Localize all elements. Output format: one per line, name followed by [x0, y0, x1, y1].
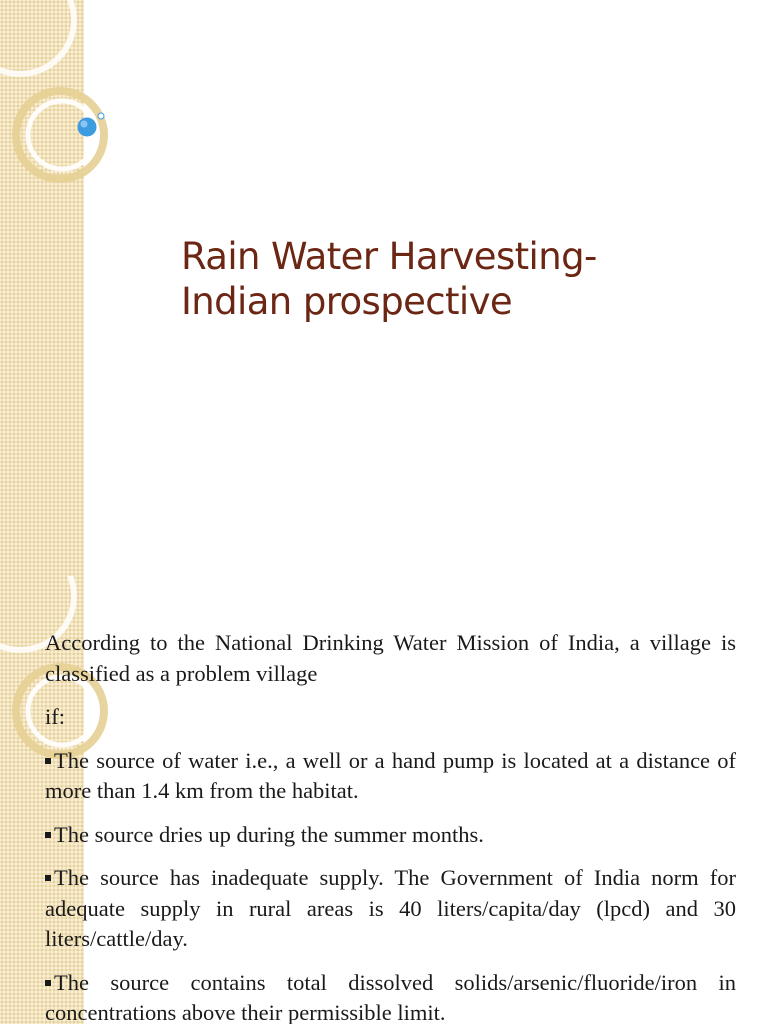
decorative-rings — [0, 0, 140, 200]
blue-dot-icon — [78, 118, 97, 137]
title-line-2: Indian prospective — [181, 280, 513, 323]
slide-title — [181, 234, 741, 324]
top-ring-arc — [0, 0, 74, 74]
bullet-text: The source contains total dissolved solids/arsenic/fluoride/iron in concentrations above their permissible limit. — [45, 969, 736, 1024]
dot-highlight — [81, 121, 88, 128]
content-slide — [0, 576, 768, 1024]
bullet-item-inadequate-supply — [45, 863, 736, 955]
condition-label: if: — [45, 704, 65, 729]
title-line-1: Rain Water Harvesting- — [181, 235, 597, 278]
bullet-text: The source of water i.e., a well or a hand pump is located at a distance of more than 1.4 km from the habitat. — [45, 747, 736, 803]
intro-paragraph: According to the National Drinking Water Mission of India, a village is classified as a problem village — [45, 630, 736, 686]
bullet-text: The source dries up during the summer months. — [54, 821, 484, 847]
slide-body — [45, 628, 736, 1024]
bullet-item-dries-up — [45, 820, 736, 851]
small-ring-dot-icon — [98, 113, 104, 119]
bullet-text: The source has inadequate supply. The Government of India norm for adequate supply in rural areas is 40 liters/capita/day (lpcd) and 30 liters/cattle/day. — [45, 865, 736, 951]
bullet-item-distance — [45, 746, 736, 807]
bullet-item-contamination — [45, 968, 736, 1024]
